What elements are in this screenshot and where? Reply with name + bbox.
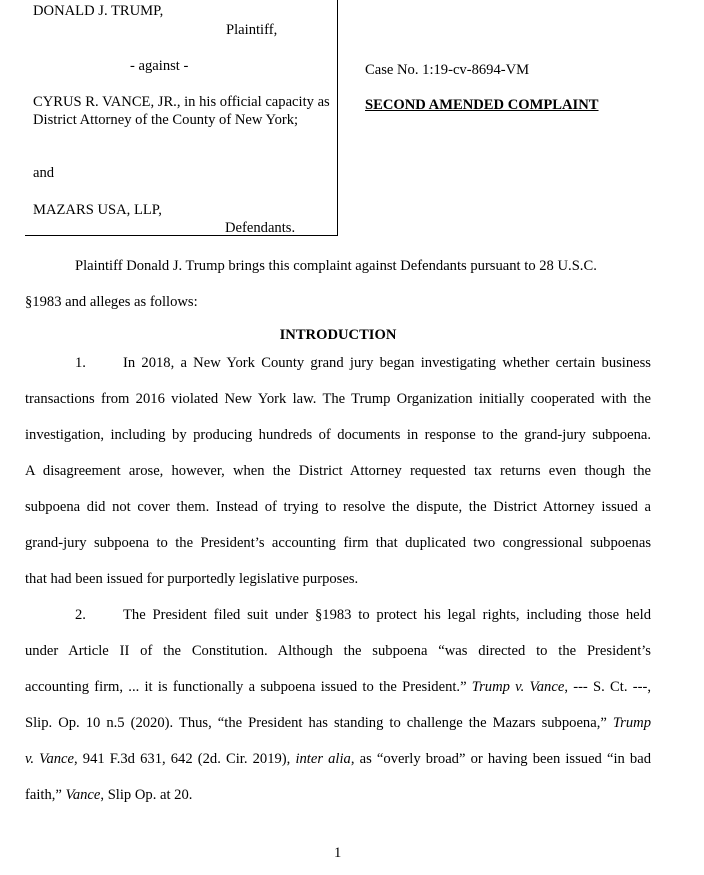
paragraph-2-line-2: under Article II of the Constitution. Although the subpoena “was directed to the President’s (25, 643, 651, 659)
section-heading: INTRODUCTION (279, 327, 397, 343)
paragraph-1-line-5: subpoena did not cover them. Instead of trying to resolve the dispute, the District Attorney issued a (25, 499, 651, 515)
text-run: Slip. Op. 10 n.5 (2020). Thus, “the President has standing to challenge the Mazars subpoena,” (25, 715, 607, 731)
case-citation: v. Vance (25, 751, 75, 767)
paragraph-1-line-2: transactions from 2016 violated New York law. The Trump Organization initially cooperated with the (25, 391, 651, 407)
paragraph-2-line-3 (25, 679, 651, 696)
page-number: 1 (334, 845, 342, 861)
paragraph-1-line-6: grand-jury subpoena to the President’s accounting firm that duplicated two congressional subpoenas (25, 535, 651, 551)
text-run: , --- S. Ct. ---, (564, 679, 651, 695)
case-number: Case No. 1:19-cv-8694-VM (365, 62, 530, 78)
defendants-role: Defendants. (225, 220, 296, 236)
intro-line-2: §1983 and alleges as follows: (25, 294, 198, 310)
text-run: faith,” (25, 787, 62, 803)
paragraph-1-line-4: A disagreement arose, however, when the District Attorney requested tax returns even though the (25, 463, 651, 479)
and-label: and (33, 165, 55, 181)
case-citation: Trump v. Vance (471, 679, 565, 695)
intro-line-1: Plaintiff Donald J. Trump brings this complaint against Defendants pursuant to 28 U.S.C. (75, 258, 597, 274)
plaintiff-role: Plaintiff, (226, 22, 278, 38)
text-run: accounting firm, ... it is functionally a subpoena issued to the President.” (25, 679, 467, 695)
text-run: , Slip Op. at 20. (100, 787, 193, 803)
paragraph-1-line-1: In 2018, a New York County grand jury began investigating whether certain business (123, 355, 651, 371)
against-label: - against - (130, 58, 189, 74)
paragraph-number: 1. (75, 355, 86, 371)
defendant-vance: CYRUS R. VANCE, JR., in his official capacity as District Attorney of the County of New York; (33, 94, 330, 128)
paragraph-2-line-4 (25, 715, 651, 732)
paragraph-1-line-7: that had been issued for purportedly legislative purposes. (25, 571, 359, 587)
caption-divider-vertical (337, 0, 338, 236)
document-title: SECOND AMENDED COMPLAINT (365, 97, 599, 113)
paragraph-2-line-5 (25, 751, 651, 768)
plaintiff-name: DONALD J. TRUMP, (33, 3, 164, 19)
text-run: , 941 F.3d 631, 642 (2d. Cir. 2019), (74, 751, 291, 767)
defendant-mazars: MAZARS USA, LLP, (33, 202, 162, 218)
paragraph-number: 2. (75, 607, 86, 623)
paragraph-1-line-3: investigation, including by producing hundreds of documents in response to the grand-jury subpoena. (25, 427, 651, 443)
paragraph-2-line-6 (25, 787, 192, 804)
latin-phrase: inter alia (295, 751, 351, 767)
text-run: , as “overly broad” or having been issued “in bad (350, 751, 651, 767)
case-citation: Vance (65, 787, 101, 803)
paragraph-2-line-1: The President filed suit under §1983 to protect his legal rights, including those held (123, 607, 651, 623)
case-citation: Trump (612, 715, 651, 731)
